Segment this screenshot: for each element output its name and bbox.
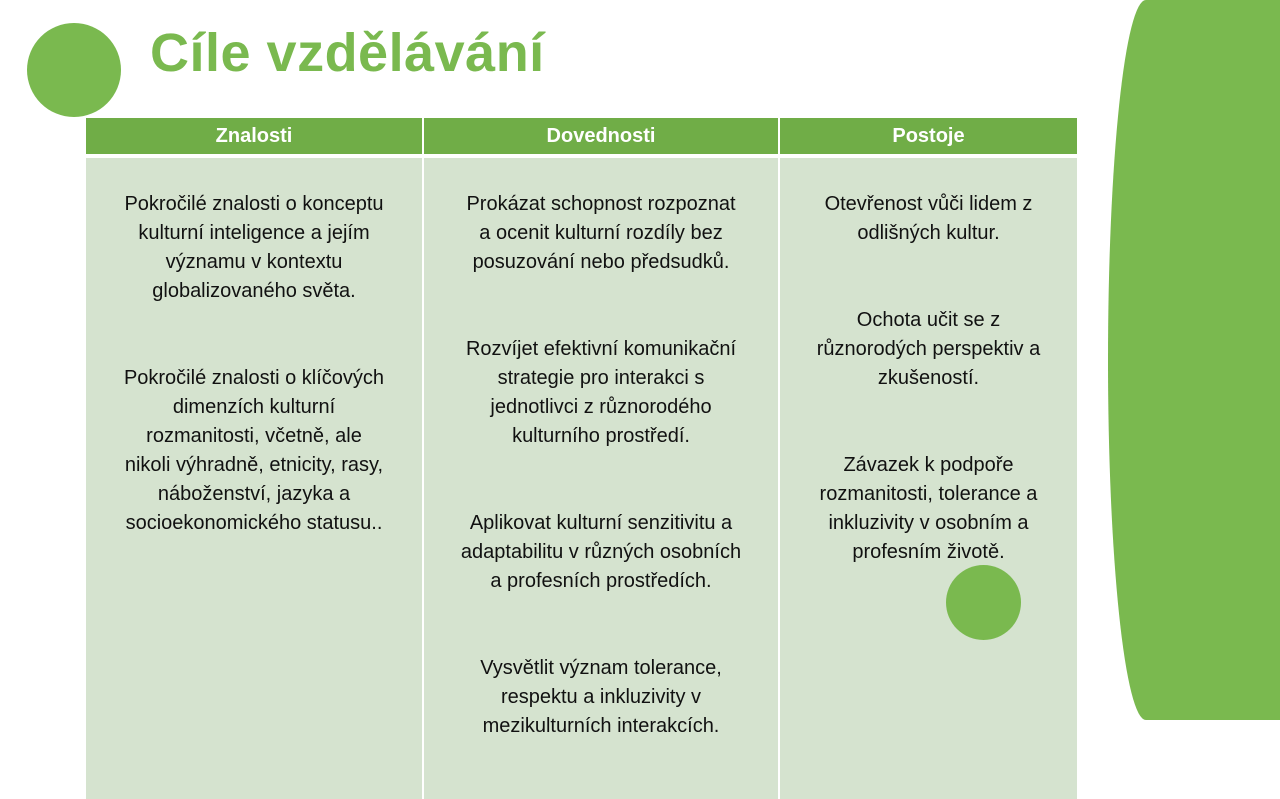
list-item: Pokročilé znalosti o klíčových dimenzích kulturní rozmanitosti, včetně, ale nikoli výhradně, etnicity, rasy, náboženství, jazyka a socioekonomického statusu.. — [123, 367, 385, 534]
list-item: Prokázat schopnost rozpoznat a ocenit kulturní rozdíly bez posuzování nebo předsudků. — [466, 193, 736, 273]
decorative-green-shape — [1108, 0, 1280, 720]
table-header-row — [86, 118, 1077, 156]
decorative-circle — [27, 23, 121, 117]
header-dovednosti: Dovednosti — [423, 118, 779, 156]
header-postoje: Postoje — [779, 118, 1077, 156]
cell-postoje — [779, 156, 1077, 799]
list-item: Závazek k podpoře rozmanitosti, tolerance a inkluzivity v osobním a profesním životě. — [819, 454, 1038, 563]
table-row — [86, 156, 1077, 799]
header-znalosti: Znalosti — [86, 118, 423, 156]
goals-table — [86, 118, 1077, 799]
list-item: Aplikovat kulturní senzitivitu a adaptabilitu v různých osobních a profesních prostředích. — [460, 512, 742, 592]
list-item: Ochota učit se z různorodých perspektiv a zkušeností. — [816, 309, 1041, 389]
slide-title: Cíle vzdělávání — [150, 23, 545, 83]
decorative-circle — [946, 565, 1021, 640]
cell-znalosti — [86, 156, 423, 799]
list-item: Otevřenost vůči lidem z odlišných kultur. — [824, 193, 1033, 244]
cell-dovednosti — [423, 156, 779, 799]
list-item: Pokročilé znalosti o konceptu kulturní inteligence a jejím významu v kontextu globalizovaného světa. — [124, 193, 384, 302]
list-item: Rozvíjet efektivní komunikační strategie pro interakci s jednotlivci z různorodého kulturního prostředí. — [465, 338, 737, 447]
list-item: Vysvětlit význam tolerance, respektu a inkluzivity v mezikulturních interakcích. — [480, 657, 722, 737]
